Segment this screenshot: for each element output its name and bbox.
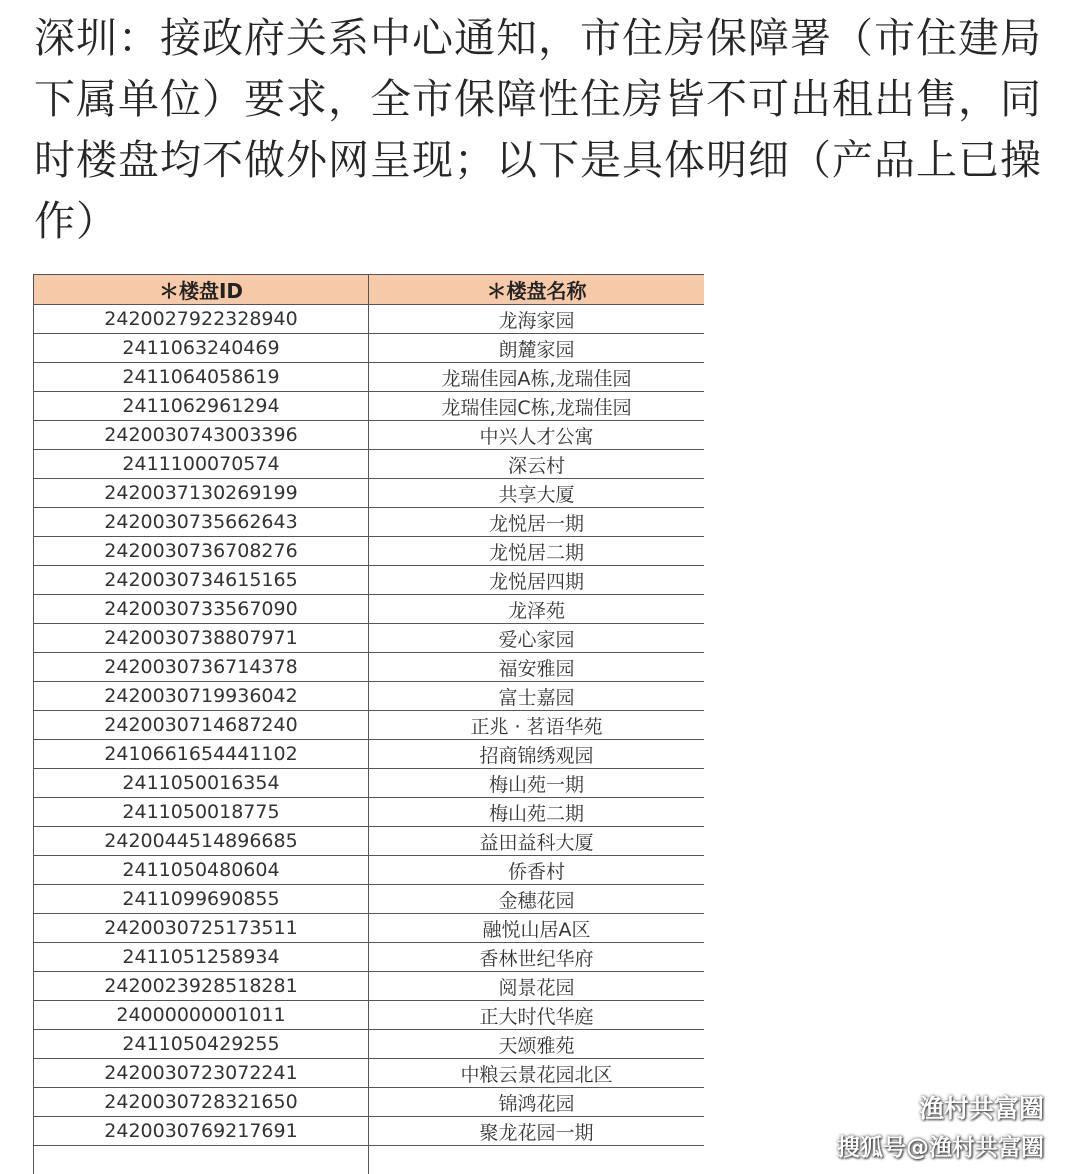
property-id-cell: 2411050429255 bbox=[34, 1030, 369, 1059]
table-row bbox=[34, 1059, 705, 1088]
table-row bbox=[34, 624, 705, 653]
watermark bbox=[837, 1089, 1044, 1162]
property-id-cell: 2411100070574 bbox=[34, 450, 369, 479]
table-row bbox=[34, 1030, 705, 1059]
property-name-cell: 阅景花园 bbox=[369, 972, 705, 1001]
table-row bbox=[34, 1146, 705, 1174]
table-row bbox=[34, 450, 705, 479]
property-name-cell: 天颂雅苑 bbox=[369, 1030, 705, 1059]
property-name-cell: 香林世纪华府 bbox=[369, 943, 705, 972]
table-row bbox=[34, 798, 705, 827]
property-name-cell: 龙瑞佳园A栋,龙瑞佳园 bbox=[369, 363, 705, 392]
property-id-cell: 2420030769217691 bbox=[34, 1117, 369, 1146]
property-id-cell: 2420030736708276 bbox=[34, 537, 369, 566]
property-id-cell: 2411099690855 bbox=[34, 885, 369, 914]
table-row bbox=[34, 653, 705, 682]
table-row bbox=[34, 885, 705, 914]
table-row bbox=[34, 1088, 705, 1117]
table-row bbox=[34, 334, 705, 363]
header-property-id: ＊楼盘ID bbox=[34, 275, 369, 305]
property-name-cell: 益田益科大厦 bbox=[369, 827, 705, 856]
table-body bbox=[34, 305, 705, 1174]
property-name-cell: 梅山苑一期 bbox=[369, 769, 705, 798]
property-name-cell: 金穗花园 bbox=[369, 885, 705, 914]
table-row bbox=[34, 740, 705, 769]
property-name-cell: 朗麓家园 bbox=[369, 334, 705, 363]
property-name-cell: 龙瑞佳园C栋,龙瑞佳园 bbox=[369, 392, 705, 421]
table-row bbox=[34, 711, 705, 740]
property-name-cell: 龙悦居二期 bbox=[369, 537, 705, 566]
property-id-cell: 2420030736714378 bbox=[34, 653, 369, 682]
table-row bbox=[34, 392, 705, 421]
table-row bbox=[34, 856, 705, 885]
table-row bbox=[34, 508, 705, 537]
property-name-cell: 爱心家园 bbox=[369, 624, 705, 653]
property-name-cell: 中兴人才公寓 bbox=[369, 421, 705, 450]
property-name-cell bbox=[369, 1146, 705, 1174]
property-name-cell: 聚龙花园一期 bbox=[369, 1117, 705, 1146]
property-id-cell: 2411050016354 bbox=[34, 769, 369, 798]
property-table-container bbox=[33, 274, 704, 1174]
property-id-cell: 2411050018775 bbox=[34, 798, 369, 827]
property-name-cell: 龙悦居一期 bbox=[369, 508, 705, 537]
watermark-line1 bbox=[837, 1089, 1044, 1125]
property-name-cell: 福安雅园 bbox=[369, 653, 705, 682]
table-header-row bbox=[34, 275, 705, 305]
property-id-cell: 2420030733567090 bbox=[34, 595, 369, 624]
watermark-account-name: 渔村共富圈 bbox=[918, 1094, 1044, 1123]
table-row bbox=[34, 1117, 705, 1146]
property-id-cell: 2420044514896685 bbox=[34, 827, 369, 856]
property-id-cell: 2420030725173511 bbox=[34, 914, 369, 943]
table-row bbox=[34, 479, 705, 508]
property-name-cell: 龙泽苑 bbox=[369, 595, 705, 624]
property-id-cell: 2420037130269199 bbox=[34, 479, 369, 508]
property-id-cell: 2420030714687240 bbox=[34, 711, 369, 740]
property-name-cell: 正兆 · 茗语华苑 bbox=[369, 711, 705, 740]
property-name-cell: 锦鸿花园 bbox=[369, 1088, 705, 1117]
property-name-cell: 侨香村 bbox=[369, 856, 705, 885]
table-row bbox=[34, 827, 705, 856]
property-id-cell: 2420030735662643 bbox=[34, 508, 369, 537]
property-id-cell: 2420030738807971 bbox=[34, 624, 369, 653]
intro-text: 深圳：接政府关系中心通知，市住房保障署（市住建局下属单位）要求，全市保障性住房皆不可出租出售，同时楼盘均不做外网呈现；以下是具体明细（产品上已操作） bbox=[34, 14, 1042, 245]
property-name-cell: 龙悦居四期 bbox=[369, 566, 705, 595]
property-id-cell: 24000000001011 bbox=[34, 1001, 369, 1030]
table-row bbox=[34, 566, 705, 595]
property-id-cell: 2420030728321650 bbox=[34, 1088, 369, 1117]
table-row bbox=[34, 305, 705, 334]
table-row bbox=[34, 972, 705, 1001]
property-table bbox=[33, 274, 704, 1174]
property-id-cell: 2410661654441102 bbox=[34, 740, 369, 769]
table-row bbox=[34, 363, 705, 392]
wechat-icon bbox=[873, 1094, 911, 1120]
property-name-cell: 龙海家园 bbox=[369, 305, 705, 334]
table-row bbox=[34, 537, 705, 566]
property-name-cell: 正大时代华庭 bbox=[369, 1001, 705, 1030]
table-row bbox=[34, 682, 705, 711]
watermark-line2: 搜狐号@渔村共富圈 bbox=[837, 1135, 1044, 1161]
table-row bbox=[34, 769, 705, 798]
property-id-cell: 2420023928518281 bbox=[34, 972, 369, 1001]
property-id-cell: 2411064058619 bbox=[34, 363, 369, 392]
property-id-cell: 2411063240469 bbox=[34, 334, 369, 363]
header-property-name: ＊楼盘名称 bbox=[369, 275, 705, 305]
property-name-cell: 中粮云景花园北区 bbox=[369, 1059, 705, 1088]
property-id-cell: 2420030719936042 bbox=[34, 682, 369, 711]
property-name-cell: 共享大厦 bbox=[369, 479, 705, 508]
property-id-cell: 2420030723072241 bbox=[34, 1059, 369, 1088]
property-id-cell: 2420030743003396 bbox=[34, 421, 369, 450]
property-name-cell: 招商锦绣观园 bbox=[369, 740, 705, 769]
table-row bbox=[34, 1001, 705, 1030]
property-id-cell: 2411062961294 bbox=[34, 392, 369, 421]
table-row bbox=[34, 595, 705, 624]
property-id-cell: 2411050480604 bbox=[34, 856, 369, 885]
table-row bbox=[34, 421, 705, 450]
property-id-cell: 2420027922328940 bbox=[34, 305, 369, 334]
table-row bbox=[34, 914, 705, 943]
property-id-cell: 2420030734615165 bbox=[34, 566, 369, 595]
property-name-cell: 梅山苑二期 bbox=[369, 798, 705, 827]
property-id-cell bbox=[34, 1146, 369, 1174]
table-row bbox=[34, 943, 705, 972]
property-id-cell: 2411051258934 bbox=[34, 943, 369, 972]
property-name-cell: 深云村 bbox=[369, 450, 705, 479]
property-name-cell: 融悦山居A区 bbox=[369, 914, 705, 943]
property-name-cell: 富士嘉园 bbox=[369, 682, 705, 711]
